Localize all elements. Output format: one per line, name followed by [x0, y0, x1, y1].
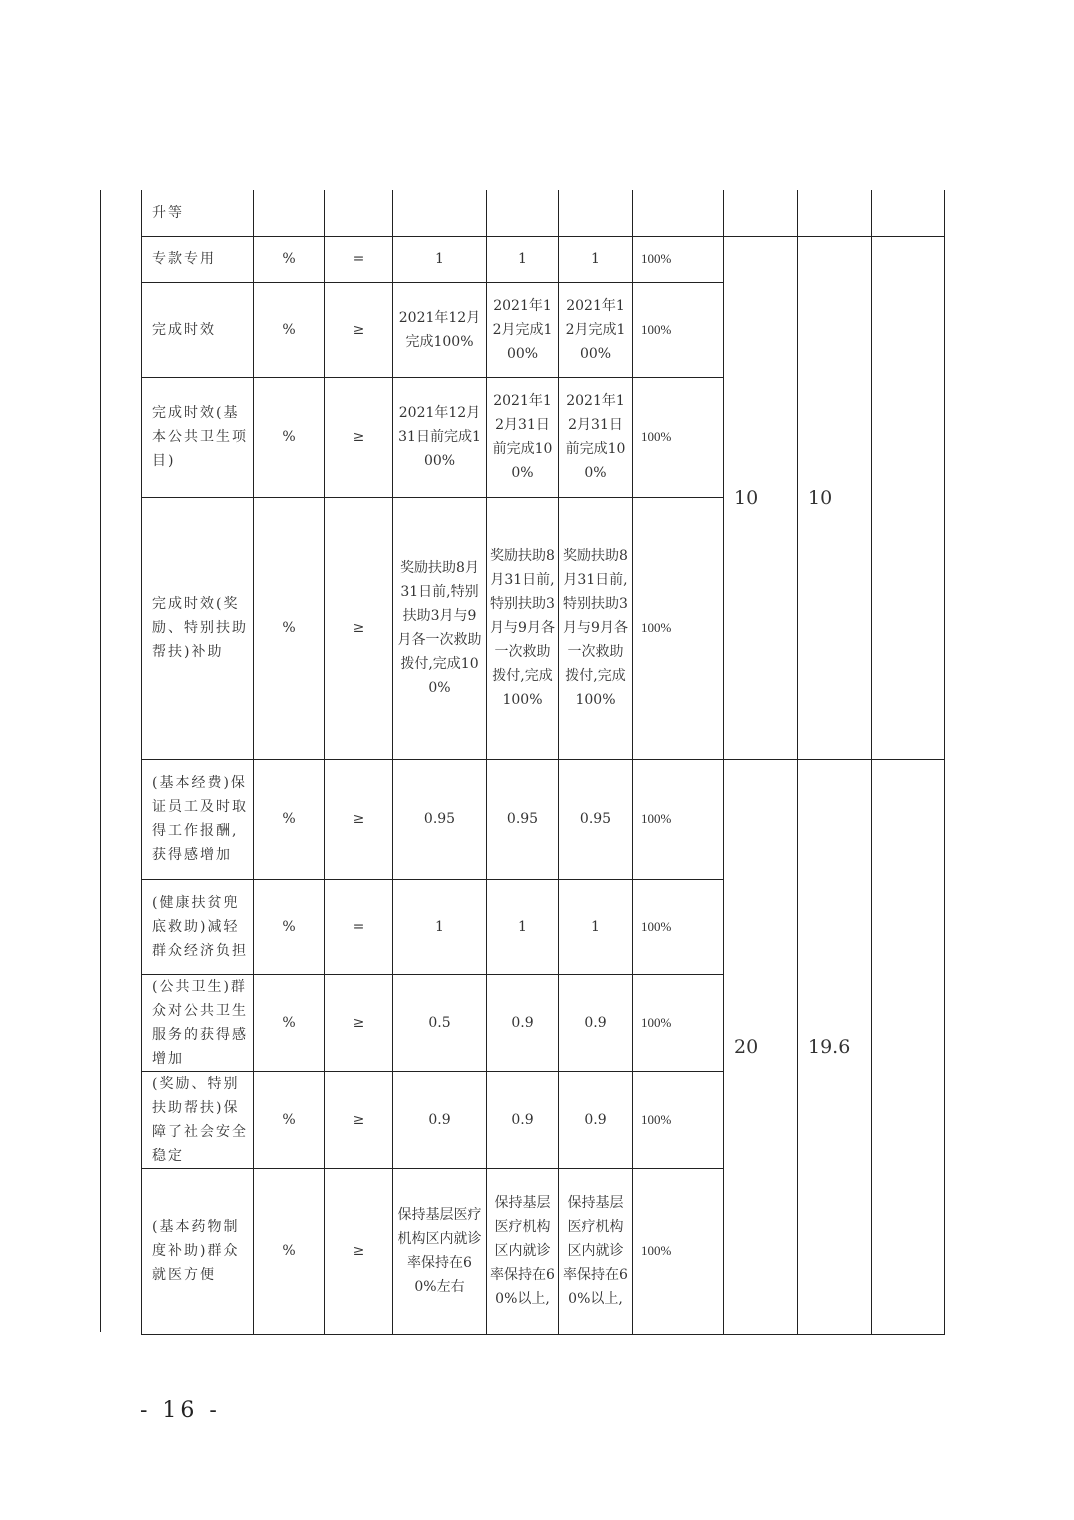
remarks-cell	[872, 759, 945, 1334]
completion-rate: 100%	[633, 377, 724, 497]
completion-rate: 100%	[633, 497, 724, 759]
target-value: 2021年12月31日前完成100%	[393, 377, 487, 497]
score-weight: 10	[724, 236, 798, 759]
indicator-name: 完成时效(奖励、特别扶助帮扶)补助	[142, 497, 254, 759]
empty-cell	[872, 190, 945, 236]
unit-cell: %	[254, 1168, 325, 1334]
indicator-name: 完成时效	[142, 282, 254, 377]
completed-value: 0.95	[487, 759, 559, 879]
operator-cell: ≥	[325, 1168, 393, 1334]
table-row	[142, 190, 945, 236]
empty-cell	[254, 190, 325, 236]
operator-cell: ≥	[325, 497, 393, 759]
empty-cell	[487, 190, 559, 236]
empty-cell	[633, 190, 724, 236]
indicator-name: (基本经费)保证员工及时取得工作报酬,获得感增加	[142, 759, 254, 879]
left-margin-line	[100, 190, 101, 1332]
target-value: 保持基层医疗机构区内就诊率保持在60%左右	[393, 1168, 487, 1334]
achieved-value: 保持基层医疗机构区内就诊率保持在60%以上,	[559, 1168, 633, 1334]
achieved-value: 0.95	[559, 759, 633, 879]
empty-cell	[798, 190, 872, 236]
empty-cell	[559, 190, 633, 236]
page-number: - 16 -	[140, 1398, 221, 1423]
table-row	[142, 759, 945, 879]
empty-cell	[393, 190, 487, 236]
target-value: 0.95	[393, 759, 487, 879]
achieved-value: 2021年12月完成100%	[559, 282, 633, 377]
unit-cell: %	[254, 974, 325, 1071]
target-value: 0.5	[393, 974, 487, 1071]
unit-cell: %	[254, 236, 325, 282]
operator-cell: ≥	[325, 282, 393, 377]
completion-rate: 100%	[633, 759, 724, 879]
achieved-value: 1	[559, 879, 633, 974]
actual-score: 10	[798, 236, 872, 759]
indicator-name: (基本药物制度补助)群众就医方便	[142, 1168, 254, 1334]
completed-value: 0.9	[487, 974, 559, 1071]
achieved-value: 2021年12月31日前完成100%	[559, 377, 633, 497]
completion-rate: 100%	[633, 879, 724, 974]
indicator-name: 专款专用	[142, 236, 254, 282]
unit-cell: %	[254, 282, 325, 377]
indicator-name: (健康扶贫兜底救助)减轻群众经济负担	[142, 879, 254, 974]
operator-cell: ≥	[325, 377, 393, 497]
completed-value: 2021年12月31日前完成100%	[487, 377, 559, 497]
target-value: 0.9	[393, 1071, 487, 1168]
operator-cell: ≥	[325, 759, 393, 879]
target-value: 1	[393, 236, 487, 282]
remarks-cell	[872, 236, 945, 759]
operator-cell: ≥	[325, 1071, 393, 1168]
target-value: 奖励扶助8月31日前,特别扶助3月与9月各一次救助拨付,完成100%	[393, 497, 487, 759]
score-weight: 20	[724, 759, 798, 1334]
table-row	[142, 236, 945, 282]
completion-rate: 100%	[633, 1071, 724, 1168]
target-value: 2021年12月完成100%	[393, 282, 487, 377]
completed-value: 0.9	[487, 1071, 559, 1168]
operator-cell: =	[325, 879, 393, 974]
completed-value: 1	[487, 879, 559, 974]
unit-cell: %	[254, 497, 325, 759]
target-value: 1	[393, 879, 487, 974]
actual-score: 19.6	[798, 759, 872, 1334]
empty-cell	[325, 190, 393, 236]
completion-rate: 100%	[633, 236, 724, 282]
unit-cell: %	[254, 377, 325, 497]
completed-value: 2021年12月完成100%	[487, 282, 559, 377]
completed-value: 保持基层医疗机构区内就诊率保持在60%以上,	[487, 1168, 559, 1334]
indicator-name: (公共卫生)群众对公共卫生服务的获得感增加	[142, 974, 254, 1071]
achieved-value: 0.9	[559, 974, 633, 1071]
achieved-value: 0.9	[559, 1071, 633, 1168]
operator-cell: =	[325, 236, 393, 282]
completion-rate: 100%	[633, 1168, 724, 1334]
achieved-value: 1	[559, 236, 633, 282]
performance-indicator-table	[141, 190, 945, 1335]
unit-cell: %	[254, 879, 325, 974]
operator-cell: ≥	[325, 974, 393, 1071]
indicator-name: 升等	[142, 190, 254, 236]
unit-cell: %	[254, 759, 325, 879]
empty-cell	[724, 190, 798, 236]
completed-value: 奖励扶助8月31日前,特别扶助3月与9月各一次救助拨付,完成100%	[487, 497, 559, 759]
unit-cell: %	[254, 1071, 325, 1168]
completion-rate: 100%	[633, 974, 724, 1071]
completion-rate: 100%	[633, 282, 724, 377]
indicator-name: 完成时效(基本公共卫生项目)	[142, 377, 254, 497]
indicator-name: (奖励、特别扶助帮扶)保障了社会安全稳定	[142, 1071, 254, 1168]
achieved-value: 奖励扶助8月31日前,特别扶助3月与9月各一次救助拨付,完成100%	[559, 497, 633, 759]
completed-value: 1	[487, 236, 559, 282]
